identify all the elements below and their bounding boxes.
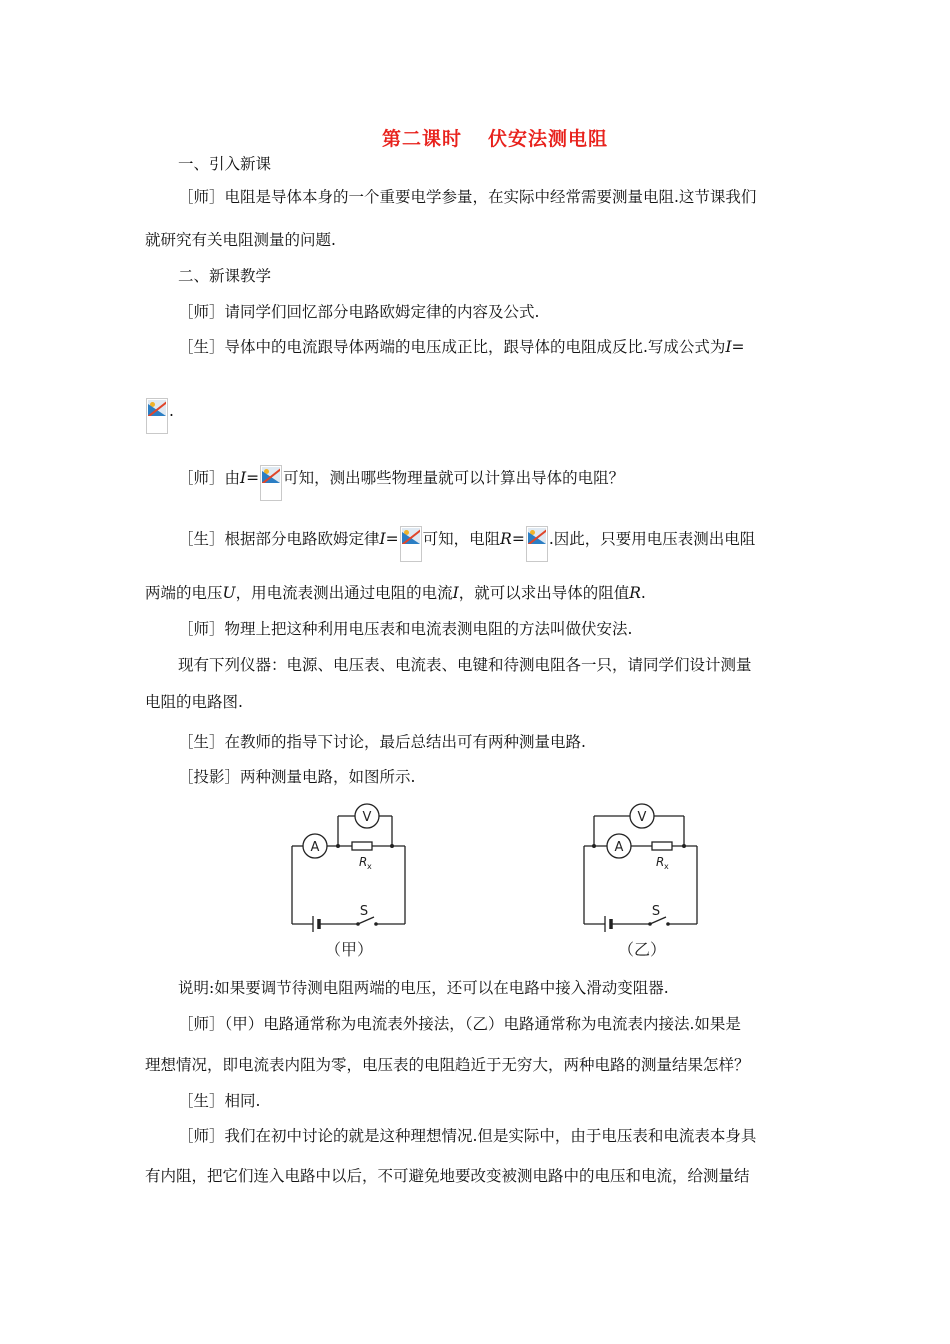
paragraph-3-line-1: ［生］导体中的电流跟导体两端的电压成正比，跟导体的电阻成反比.写成公式为I= — [178, 338, 745, 356]
junction-node — [592, 844, 596, 848]
caption-yi: （乙） — [617, 940, 667, 959]
paragraph-8-line-1: 现有下列仪器：电源、电压表、电流表、电键和待测电阻各一只，请同学们设计测量 — [178, 656, 752, 674]
section-heading-teaching: 二、新课教学 — [178, 267, 272, 285]
paragraph-11-line-2: 理想情况，即电流表内阻为零，电压表的电阻趋近于无穷大，两种电路的测量结果怎样？ — [145, 1056, 750, 1074]
junction-node — [682, 844, 686, 848]
switch-label: S — [651, 904, 661, 919]
formula-image-placeholder — [260, 465, 282, 501]
formula-image-placeholder — [146, 398, 168, 434]
paragraph-11-line-1: ［师］（甲）电路通常称为电流表外接法，（乙）电路通常称为电流表内接法.如果是 — [178, 1015, 741, 1033]
paragraph-7: ［师］物理上把这种利用电压表和电流表测电阻的方法叫做伏安法. — [178, 620, 633, 638]
formula-image-placeholder — [526, 526, 548, 562]
circuit-diagram-yi — [572, 798, 712, 968]
resistor-label: R — [656, 855, 665, 869]
section-heading-intro: 一、引入新课 — [178, 155, 272, 173]
voltmeter-label: V — [637, 810, 647, 825]
paragraph-8-line-2: 电阻的电路图. — [145, 693, 243, 711]
switch-contact — [374, 922, 378, 926]
paragraph-12: ［生］相同. — [178, 1092, 261, 1110]
junction-node — [336, 844, 340, 848]
note-paragraph: 说明:如果要调节待测电阻两端的电压，还可以在电路中接入滑动变阻器. — [178, 979, 669, 997]
paragraph-1-line-2: 就研究有关电阻测量的问题. — [145, 231, 336, 249]
paragraph-13-line-2: 有内阻，把它们连入电路中以后，不可避免地要改变被测电路中的电压和电流，给测量结 — [145, 1167, 750, 1185]
paragraph-9: ［生］在教师的指导下讨论，最后总结出可有两种测量电路. — [178, 733, 586, 751]
formula-image-placeholder — [400, 526, 422, 562]
junction-node — [390, 844, 394, 848]
paragraph-2: ［师］请同学们回忆部分电路欧姆定律的内容及公式. — [178, 303, 540, 321]
resistor-subscript: x — [664, 862, 669, 871]
switch-label: S — [359, 904, 369, 919]
paragraph-1-line-1: ［师］电阻是导体本身的一个重要电学参量，在实际中经常需要测量电阻.这节课我们 — [178, 188, 757, 206]
resistor-label: R — [359, 855, 368, 869]
paragraph-3-line-2: . — [145, 398, 174, 434]
resistor-subscript: x — [367, 862, 372, 871]
paragraph-13-line-1: ［师］我们在初中讨论的就是这种理想情况.但是实际中，由于电压表和电流表本身具 — [178, 1127, 757, 1145]
paragraph-10: ［投影］两种测量电路，如图所示. — [178, 768, 416, 786]
caption-jia: （甲） — [324, 940, 374, 959]
switch-contact — [666, 922, 670, 926]
paragraph-6: 两端的电压U，用电流表测出通过电阻的电流I，就可以求出导体的阻值R. — [145, 584, 646, 602]
ammeter-label: A — [310, 840, 320, 855]
ammeter-label: A — [614, 840, 624, 855]
switch-contact — [648, 922, 652, 926]
voltmeter-label: V — [362, 810, 372, 825]
switch-contact — [356, 922, 360, 926]
page-title: 第二课时 伏安法测电阻 — [381, 128, 609, 150]
paragraph-4: ［师］由I= 可知，测出哪些物理量就可以计算出导体的电阻？ — [178, 465, 624, 501]
paragraph-5: ［生］根据部分电路欧姆定律I= 可知，电阻R= .因此，只要用电压表测出电阻 — [178, 526, 755, 562]
circuit-diagram-jia — [280, 798, 420, 968]
